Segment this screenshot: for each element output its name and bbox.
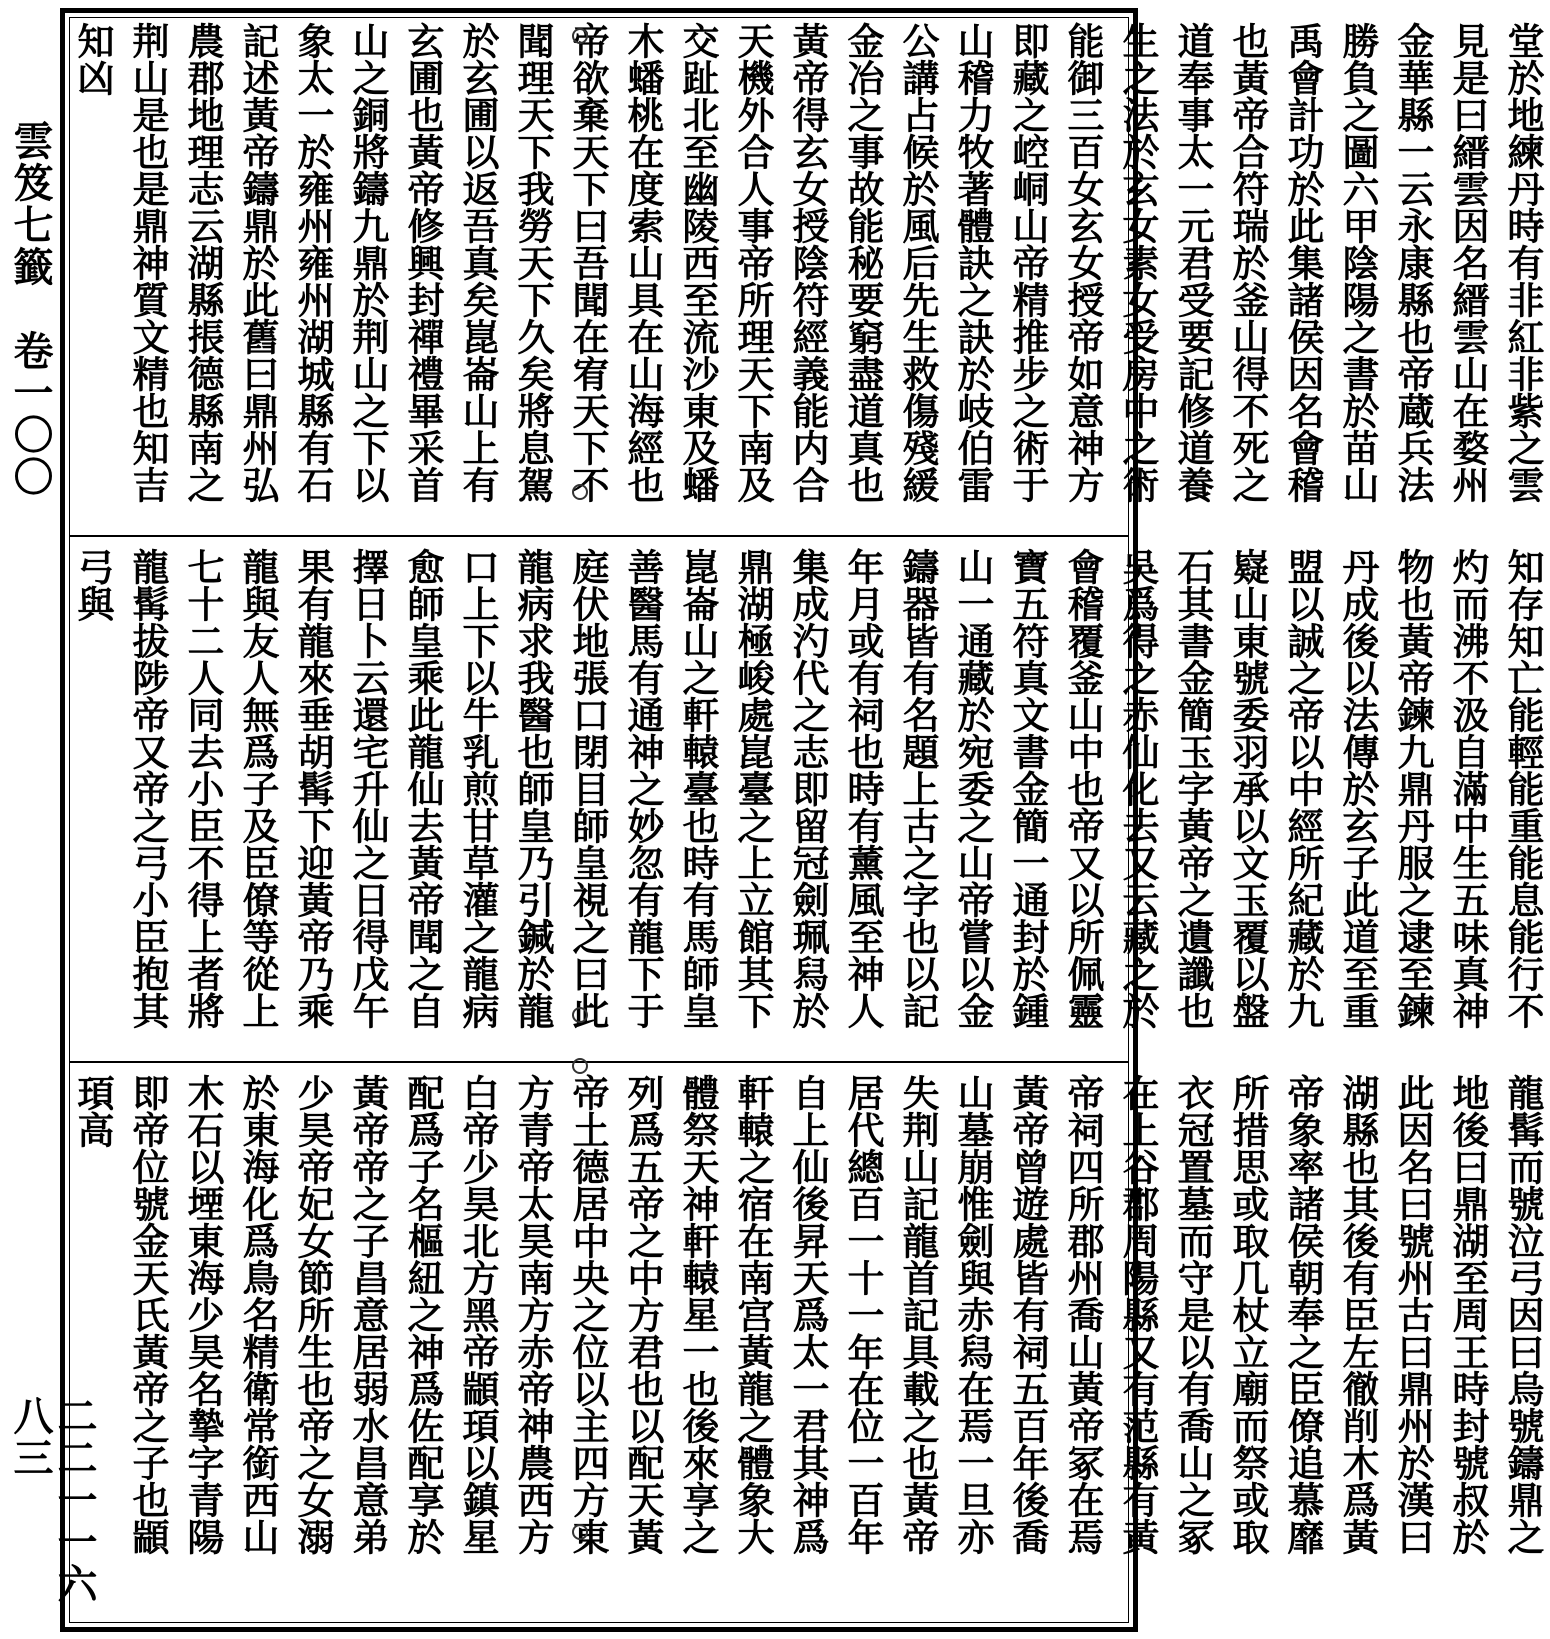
page-number: 二二一一六八三 bbox=[7, 1395, 98, 1605]
circle-mark-icon bbox=[572, 1007, 588, 1023]
register-bottom bbox=[65, 1074, 1545, 1574]
circle-mark-icon bbox=[572, 484, 588, 500]
register-divider bbox=[70, 535, 1128, 537]
circle-mark-icon bbox=[572, 1058, 588, 1074]
register-divider bbox=[70, 1061, 1128, 1063]
circle-mark-icon bbox=[572, 28, 588, 44]
outer-margin bbox=[0, 0, 98, 1639]
register-text: 龍髯而號泣弓因曰烏號鑄鼎之地後曰鼎湖至周王時封號叔於此因名曰號州古曰鼎州於漢曰湖縣也其後有臣左徹削木爲黃帝象率諸侯朝奉之臣僚追慕靡所措思或取几杖立廟而祭或取衣冠置墓而守是以有喬山之冢在上谷郡周陽縣又有范縣有黃帝祠四所郡州喬山黃帝冢在焉黃帝曾遊處皆有祠五百年後喬山墓崩惟劍與赤舄在焉一旦亦失荆山記龍首記具載之也黃帝居代總百一十一年在位一百年自上仙後昇天爲太一君其神爲軒轅之宿在南宫黃龍之體象大體祭天神軒轅星一也後來享之列爲五帝之中方君也以配天黃帝土德居中央之位以主四方東方青帝太昊南方赤帝神農西方白帝少昊北方黑帝顓頊以鎮星配爲子名樞紐之神爲佐配享於黃帝帝之子昌意居弱水昌意弟少昊帝妃女節所生也帝之女溺於東海化爲鳥名精衛常銜西山木石以堙東海少昊名摯字青陽即帝位號金天氏黃帝之子也顓頊高 bbox=[71, 1074, 1545, 1555]
register-text: 堂於地練丹時有非紅非紫之雲見是曰縉雲因名縉雲山在婺州金華縣一云永康縣也帝蔵兵法勝負之圖六甲陰陽之書於苗山禹會計功於此集諸侯因名會稽也黃帝合符瑞於釜山得不死之道奉事太一元君受要記修道養生之法於玄女素女受房中之術能御三百女玄女授帝如意神方即藏之崆峒山帝精推步之術于山稽力牧著體訣之訣於岐伯雷公講占候於風后先生救傷殘緩金冶之事故能秘要窮盡道真也黃帝得玄女授陰符經義能内合天機外合人事帝所理天下南及交趾北至幽陵西至流沙東及蟠木蟠桃在度索山具在山海經也帝欲棄天下曰吾聞在宥天下不聞理天下我勞天下久矣將息駕於玄圃以返吾真矣崑崙山上有玄圃也黃帝修興封禪禮畢采首山之銅將鑄九鼎於荆山之下以象太一於雍州雍州湖城縣有石記述黃帝鑄鼎於此舊曰鼎州弘農郡地理志云湖縣掁德縣南之荆山是也是鼎神質文精也知吉知凶 bbox=[71, 22, 1545, 503]
book-title-volume: 雲笈七籤 卷一〇〇 bbox=[7, 120, 54, 498]
register-top bbox=[65, 22, 1545, 522]
circle-mark-icon bbox=[572, 1524, 588, 1540]
register-middle bbox=[65, 548, 1545, 1048]
register-text: 知存知亡能輕能重能息能行不灼而沸不汲自滿中生五味真神物也黃帝鍊九鼎丹服之逮至鍊丹成後以法傳於玄子此道至重盟以誠之帝以中經所紀藏於九嶷山東號委羽承以文玉覆以盤石其書金簡玉字黃帝之遺讖也吳爲得之赤仙化去又云藏之於會稽覆釜山中也帝又以所佩靈寶五符真文書金簡一通封於鍾山一通藏於宛委之山帝嘗以金鑄器皆有名題上古之字也以記年月或有祠也時有薰風至神人集成汋代之志即留冠劍珮舄於鼎湖極峻處崑臺之上立館其下崑崙山之軒轅臺也時有馬師皇善醫馬有通神之妙忽有龍下于庭伏地張口閉目師皇視之曰此龍病求我醫也師皇乃引鍼於龍口上下以牛乳煎甘草灌之龍病愈師皇乘此龍仙去黃帝聞之自擇日卜云還宅升仙之日得戊午果有龍來垂胡髯下迎黃帝乃乘龍與友人無爲子及臣僚等從上七十二人同去小臣不得上者將龍髯拔陟帝又帝之弓小臣抱其弓與 bbox=[71, 548, 1545, 1029]
